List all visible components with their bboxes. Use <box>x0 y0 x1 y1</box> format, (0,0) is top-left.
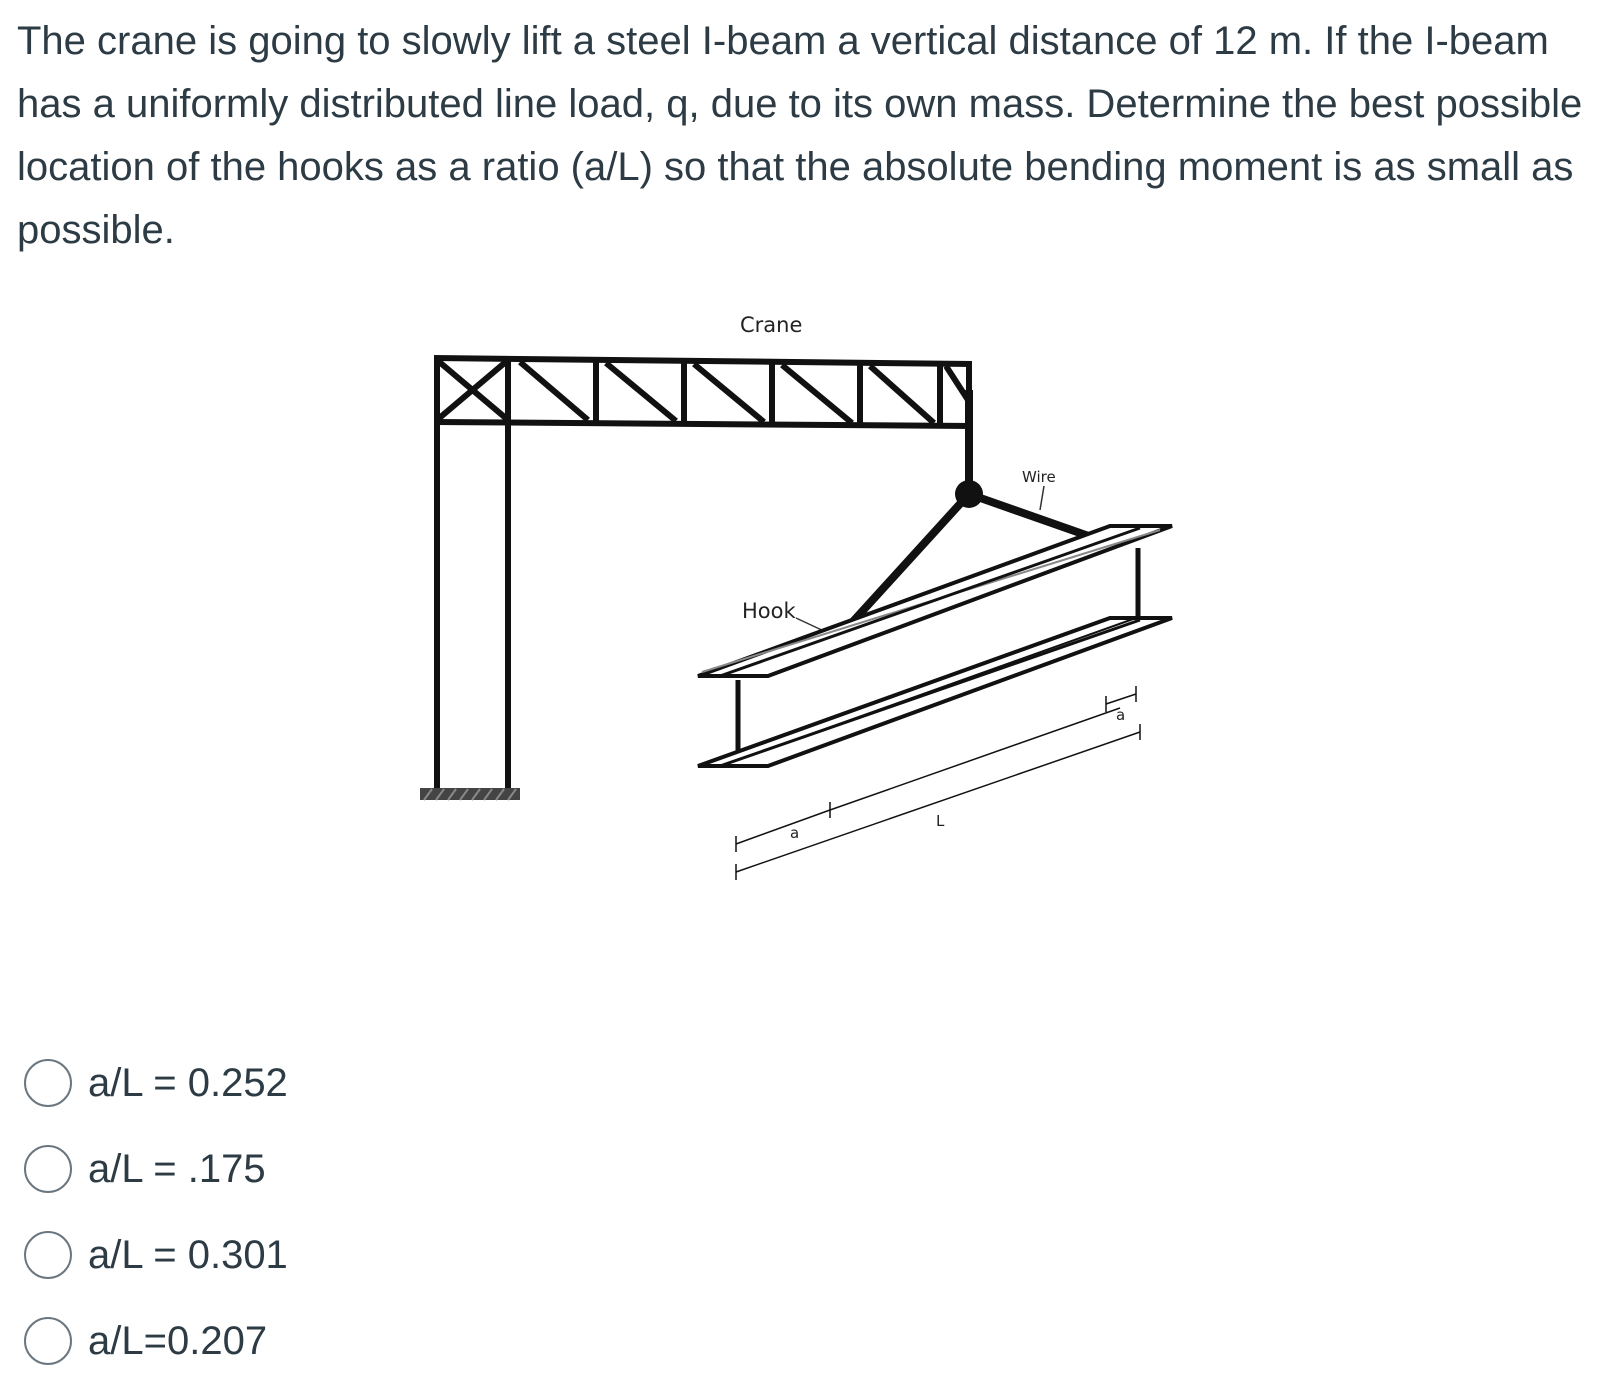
wire-label: Wire <box>1022 468 1056 486</box>
hook-label: Hook <box>742 599 796 623</box>
ground-support <box>420 788 520 800</box>
question-text: The crane is going to slowly lift a steel I-beam a vertical distance of 12 m. If the I-beam has a uniformly distributed line load, q, due to its own mass. Determine the best possible location of the hooks as a ratio (a/L) so that the absolute bending moment is as small as possible. <box>17 19 1583 252</box>
answer-option[interactable] <box>24 1298 924 1384</box>
dimension-lines <box>736 686 1140 880</box>
radio-button[interactable] <box>24 1231 72 1279</box>
answer-option[interactable] <box>24 1126 924 1212</box>
answer-label: a/L = 0.301 <box>88 1232 288 1277</box>
answer-label: a/L = 0.252 <box>88 1060 288 1105</box>
i-beam <box>698 526 1172 766</box>
answer-options <box>24 1040 924 1384</box>
crane-column <box>437 422 508 790</box>
radio-button[interactable] <box>24 1059 72 1107</box>
crane-diagram <box>420 300 1220 920</box>
answer-label: a/L = .175 <box>88 1146 266 1191</box>
answer-label: a/L=0.207 <box>88 1318 268 1363</box>
a-dimension-label-right: a <box>1116 706 1126 724</box>
crane-truss <box>434 358 972 426</box>
radio-button[interactable] <box>24 1317 72 1365</box>
answer-option[interactable] <box>24 1212 924 1298</box>
crane-label: Crane <box>740 313 803 337</box>
radio-button[interactable] <box>24 1145 72 1193</box>
crane-figure <box>420 300 1220 920</box>
L-dimension-label: L <box>936 812 945 830</box>
a-dimension-label: a <box>790 824 800 842</box>
answer-option[interactable] <box>24 1040 924 1126</box>
wire-right <box>969 494 1100 540</box>
